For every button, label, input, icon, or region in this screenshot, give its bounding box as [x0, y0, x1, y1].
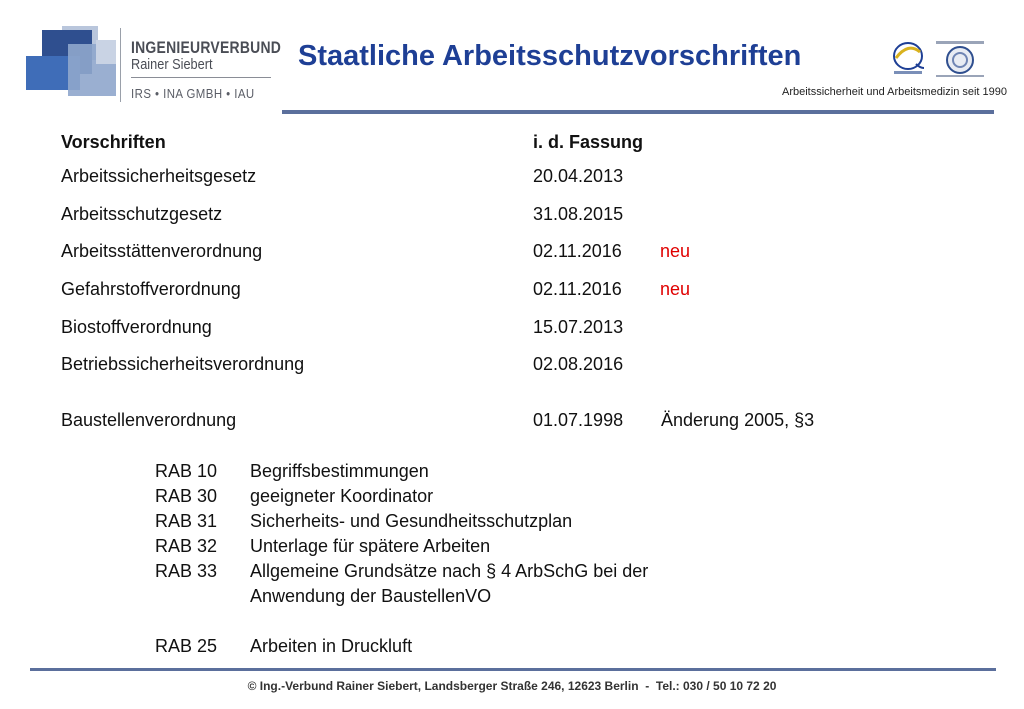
regulation-name: Arbeitssicherheitsgesetz	[61, 166, 257, 186]
company-tagline: Arbeitssicherheit und Arbeitsmedizin seit 1990	[782, 86, 1008, 98]
regulation-name: Arbeitsstättenverordnung	[61, 241, 263, 261]
regulation-name: Baustellenverordnung	[61, 410, 237, 430]
page-title: Staatliche Arbeitsschutzvorschriften	[298, 40, 802, 72]
rab-title: Allgemeine Grundsätze nach § 4 ArbSchG bei der	[250, 561, 649, 581]
footer-rule	[30, 668, 996, 671]
regulation-name: Betriebssicherheitsverordnung	[61, 354, 305, 374]
rab-code: RAB 31	[155, 511, 218, 531]
regulation-date: 01.07.1998	[533, 410, 624, 430]
rab-code: RAB 25	[155, 636, 218, 656]
logo-rule	[131, 77, 271, 78]
regulation-date: 20.04.2013	[533, 166, 624, 186]
regulation-date: 31.08.2015	[533, 204, 624, 224]
rab-code: RAB 32	[155, 536, 218, 556]
regulation-date: 02.11.2016	[533, 279, 622, 299]
logo-subsidiaries: IRS • INA GMBH • IAU	[131, 86, 255, 101]
quality-seal-icon	[886, 38, 930, 78]
rab-title: Sicherheits- und Gesundheitsschutzplan	[250, 511, 573, 531]
logo-company-name: INGENIEURVERBUND	[131, 38, 282, 57]
regulation-date: 02.11.2016	[533, 241, 622, 261]
regulation-name: Gefahrstoffverordnung	[61, 279, 241, 299]
regulation-date: 15.07.2013	[533, 317, 624, 337]
column-header-version: i. d. Fassung	[533, 132, 644, 152]
rab-title: Begriffsbestimmungen	[250, 461, 429, 481]
rab-title: Unterlage für spätere Arbeiten	[250, 536, 491, 556]
rab-code: RAB 10	[155, 461, 218, 481]
logo-divider	[120, 28, 121, 102]
regulation-name: Biostoffverordnung	[61, 317, 212, 337]
regulation-date: 02.08.2016	[533, 354, 624, 374]
logo-person-name: Rainer Siebert	[131, 56, 213, 73]
logo-square	[96, 40, 116, 64]
rab-code: RAB 30	[155, 486, 218, 506]
regulation-note: Änderung 2005, §3	[661, 410, 815, 430]
rab-title-continued: Anwendung der BaustellenVO	[250, 586, 492, 606]
rab-title: geeigneter Koordinator	[250, 486, 434, 506]
column-header-regulations: Vorschriften	[61, 132, 166, 152]
header-rule	[282, 110, 994, 114]
certification-seal-icon	[934, 40, 986, 80]
new-badge: neu	[660, 241, 691, 261]
new-badge: neu	[660, 279, 691, 299]
footer-contact: © Ing.-Verbund Rainer Siebert, Landsberger Straße 246, 12623 Berlin - Tel.: 030 / 50 10 72 20	[247, 679, 777, 693]
rab-code: RAB 33	[155, 561, 218, 581]
regulation-name: Arbeitsschutzgesetz	[61, 204, 223, 224]
rab-title: Arbeiten in Druckluft	[250, 636, 413, 656]
